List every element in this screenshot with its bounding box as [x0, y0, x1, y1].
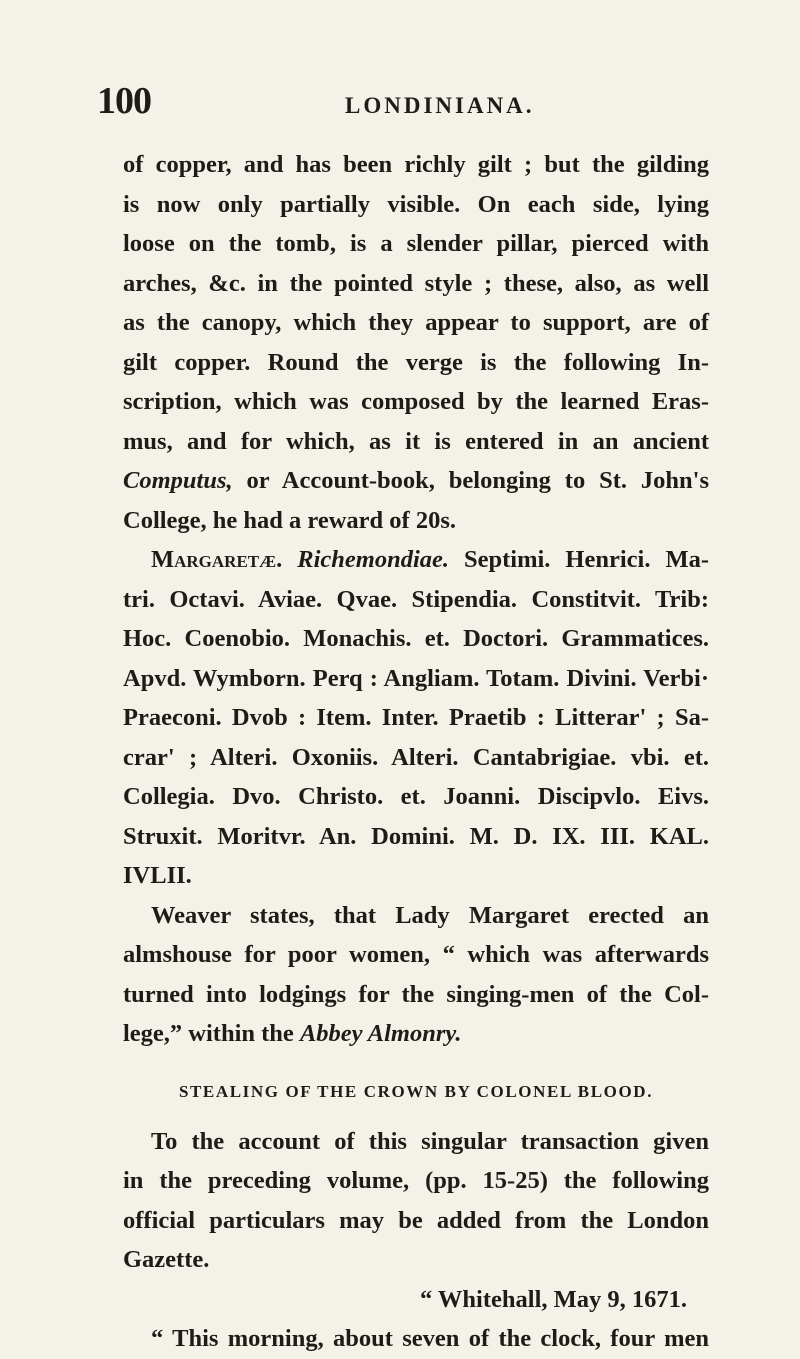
inscription-line: Praeconi. Dvob : Item. Inter. Praetib : Litterar' ; Sa-: [123, 704, 709, 731]
text-line: College, he had a reward of 20s.: [123, 506, 456, 534]
text-line: Gazette.: [123, 1246, 210, 1273]
inscription-line: Hoc. Coenobio. Monachis. et. Doctori. Grammatices.: [123, 625, 709, 652]
text-run: or Account-book, belonging to St. John's: [232, 467, 709, 494]
text-line: almshouse for poor women, “ which was afterwards: [123, 941, 709, 968]
text-line: [123, 461, 709, 501]
inscription-first-word: Margaretæ.: [151, 546, 283, 573]
text-line: is now only partially visible. On each side, lying: [123, 190, 709, 218]
inscription-line: Apvd. Wymborn. Perq : Angliam. Totam. Divini. Verbi·: [123, 664, 709, 692]
text-line: official particulars may be added from the London: [123, 1206, 709, 1234]
italic-word: Computus,: [123, 467, 233, 494]
body-text: [123, 145, 709, 1359]
section-heading: STEALING OF THE CROWN BY COLONEL BLOOD.: [178, 1081, 654, 1101]
text-line: of copper, and has been richly gilt ; but the gilding: [123, 151, 709, 178]
text-line: mus, and for which, as it is entered in an ancient: [123, 427, 709, 455]
text-run: Septimi. Henrici. Ma-: [449, 546, 709, 573]
text-line: turned into lodgings for the singing-men of the Col-: [123, 980, 709, 1008]
text-line: [123, 1014, 709, 1054]
text-line: scription, which was composed by the learned Eras-: [123, 388, 709, 415]
text-line: as the canopy, which they appear to support, are of: [123, 309, 709, 336]
italic-word: Richemondiae.: [282, 546, 450, 573]
text-line: “ This morning, about seven of the clock, four men: [151, 1325, 709, 1352]
inscription-line: crar' ; Alteri. Oxoniis. Alteri. Cantabrigiae. vbi. et.: [123, 743, 709, 771]
page-number: 100: [97, 80, 151, 122]
text-line: in the preceding volume, (pp. 15-25) the following: [123, 1167, 709, 1194]
running-head: LONDINIANA.: [345, 93, 535, 118]
text-line: Weaver states, that Lady Margaret erected an: [151, 901, 709, 929]
dateline: “ Whitehall, May 9, 1671.: [419, 1285, 687, 1313]
inscription-line: IVLII.: [123, 862, 192, 889]
inscription-line: Struxit. Moritvr. An. Domini. M. D. IX. III. KAL.: [123, 822, 709, 850]
text-line: gilt copper. Round the verge is the following In-: [123, 348, 709, 376]
text-run: lege,” within the: [123, 1020, 300, 1047]
text-line: loose on the tomb, is a slender pillar, pierced with: [123, 230, 709, 257]
text-line: arches, &c. in the pointed style ; these, also, as well: [123, 269, 709, 297]
inscription-line: [123, 540, 709, 580]
inscription-line: tri. Octavi. Aviae. Qvae. Stipendia. Constitvit. Trib:: [123, 585, 709, 613]
text-line: To the account of this singular transaction given: [151, 1127, 709, 1155]
inscription-line: Collegia. Dvo. Christo. et. Joanni. Discipvlo. Eivs.: [123, 783, 709, 810]
italic-word: Abbey Almonry.: [299, 1020, 462, 1047]
